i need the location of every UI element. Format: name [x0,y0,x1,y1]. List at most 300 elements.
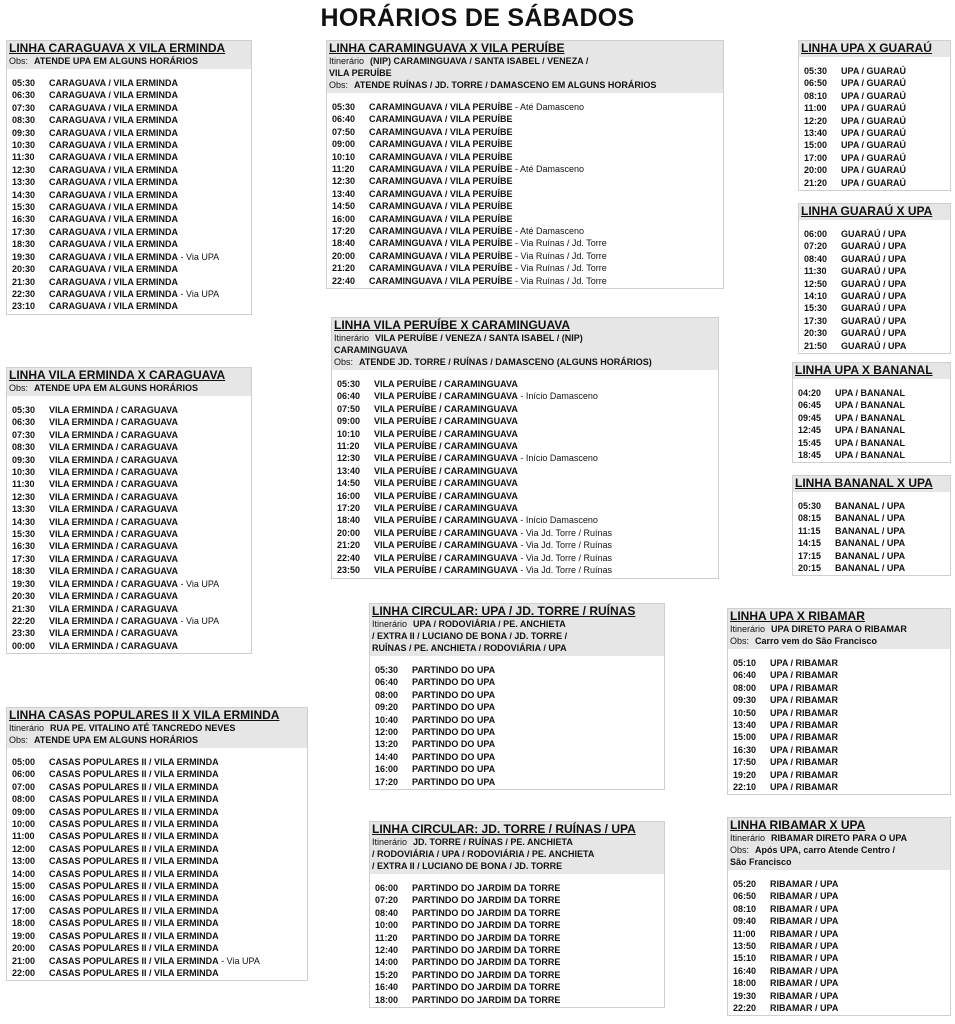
departure-time: 05:00 [12,757,36,767]
departure-time: 12:30 [337,453,361,464]
schedule-row [12,102,248,114]
route-destination: CARAGUAVA / VILA ERMINDA [49,226,178,237]
schedule-row [733,719,947,731]
schedule-row [733,890,947,902]
route-destination: PARTINDO DO JARDIM DA TORRE [412,994,561,1005]
schedule-row [12,868,304,880]
schedule-row [12,830,304,842]
route-destination: PARTINDO DO UPA [412,665,496,675]
schedule-row [798,412,947,424]
schedule-row [332,126,720,138]
schedule-caraguava-vila-erminda [6,40,252,315]
route-destination: UPA / GUARAÚ [841,177,906,188]
schedule-rows [332,370,718,578]
departure-time: 09:20 [375,702,399,713]
schedule-row [804,115,947,127]
departure-time: 08:15 [798,513,822,524]
departure-time: 22:20 [733,1003,757,1014]
route-destination: VILA ERMINDA / CARAGUAVA [49,615,178,626]
schedule-rows [793,492,950,575]
page-title: HORÁRIOS DE SÁBADOS [320,4,635,32]
schedule-row [12,276,248,288]
route-destination: VILA ERMINDA / CARAGUAVA [49,504,178,515]
departure-time: 20:30 [12,591,36,602]
route-destination: CARAMINGUAVA / VILA PERUÍBE [369,151,513,162]
line-meta [9,55,248,67]
route-destination: VILA ERMINDA / CARAGUAVA [49,405,178,415]
departure-time: 13:40 [332,188,356,199]
schedule-row [12,491,248,503]
route-destination: CARAMINGUAVA / VILA PERUÍBE [369,188,513,199]
departure-time: 14:40 [375,751,399,762]
schedule-row [12,640,248,652]
route-note: - Via Ruínas / Jd. Torre [512,238,607,249]
schedule-row [332,262,720,274]
departure-time: 00:00 [12,640,36,651]
route-destination: PARTINDO DO JARDIM DA TORRE [412,895,561,906]
departure-time: 16:00 [375,764,399,775]
schedule-row [12,89,248,101]
schedule-row [798,399,947,411]
schedule-row [12,806,304,818]
route-destination: BANANAL / UPA [835,513,906,524]
route-note: - Início Damasceno [517,515,598,526]
route-destination: VILA PERUÍBE / CARAMINGUAVA [374,428,518,439]
schedule-row [798,537,947,549]
schedule-row [332,213,720,225]
departure-time: 11:30 [12,152,35,163]
departure-time: 05:30 [804,66,828,76]
departure-time: 06:50 [804,78,828,89]
schedule-row [375,956,661,968]
schedule-rows [7,69,251,314]
departure-time: 14:00 [12,868,36,879]
schedule-row [337,403,715,415]
schedule-row [804,340,947,352]
departure-time: 14:30 [12,516,36,527]
schedule-row [733,903,947,915]
route-note: - Via UPA [178,251,220,262]
route-destination: VILA ERMINDA / CARAGUAVA [49,553,178,564]
route-destination: VILA ERMINDA / CARAGUAVA [49,640,178,651]
route-destination: RIBAMAR / UPA [770,953,839,964]
departure-time: 19:30 [12,578,36,589]
schedule-row [375,701,661,713]
route-destination: VILA ERMINDA / CARAGUAVA [49,417,178,428]
schedule-row [733,731,947,743]
schedule-header [799,204,950,220]
route-destination: GUARAÚ / UPA [841,303,907,314]
schedule-row [375,944,661,956]
departure-time: 18:00 [733,978,757,989]
schedule-row [12,201,248,213]
route-destination: VILA PERUÍBE / CARAMINGUAVA [374,540,518,551]
departure-time: 06:40 [375,677,399,688]
schedule-row [804,139,947,151]
departure-time: 06:30 [12,417,36,428]
route-destination: CARAMINGUAVA / VILA PERUÍBE [369,114,513,125]
departure-time: 09:45 [798,412,822,423]
meta-text: ATENDE UPA EM ALGUNS HORÁRIOS [34,735,199,745]
schedule-row [12,565,248,577]
departure-time: 12:50 [804,278,828,289]
departure-time: 07:50 [332,126,356,137]
line-meta [372,860,661,872]
route-destination: CASAS POPULARES II / VILA ERMINDA [49,831,219,842]
schedule-row [332,225,720,237]
departure-time: 05:10 [733,658,757,668]
route-destination: RIBAMAR / UPA [770,928,839,939]
route-destination: PARTINDO DO JARDIM DA TORRE [412,883,561,893]
departure-time: 10:50 [733,707,757,718]
route-note: - Via Jd. Torre / Ruínas [517,527,613,538]
departure-time: 06:45 [798,400,822,411]
route-destination: UPA / RIBAMAR [770,682,838,693]
schedule-row [337,378,715,390]
meta-text: Carro vem do São Francisco [755,636,878,646]
departure-time: 18:40 [337,515,361,526]
schedule-rows [793,379,950,462]
meta-label: Obs: [9,735,29,745]
schedule-row [337,390,715,402]
schedule-row [733,707,947,719]
meta-text: ATENDE UPA EM ALGUNS HORÁRIOS [34,383,199,393]
departure-time: 07:30 [12,102,36,113]
departure-time: 08:00 [375,689,399,700]
schedule-row [12,114,248,126]
line-meta [334,332,715,344]
schedule-row [332,275,720,287]
route-destination: UPA / BANANAL [835,437,905,448]
schedule-row [12,843,304,855]
line-title: LINHA CARAGUAVA X VILA ERMINDA [9,41,226,55]
route-destination: GUARAÚ / UPA [841,278,907,289]
departure-time: 05:30 [375,665,399,675]
schedule-vila-peruibe-caraminguava [331,317,719,579]
schedule-row [332,188,720,200]
schedule-row [798,512,947,524]
departure-time: 12:40 [375,945,399,956]
line-title: LINHA VILA PERUÍBE X CARAMINGUAVA [334,318,571,332]
departure-time: 15:30 [12,529,36,540]
departure-time: 09:40 [733,916,757,927]
schedule-row [733,928,947,940]
schedule-header [7,708,307,748]
schedule-row [375,907,661,919]
schedule-row [804,302,947,314]
meta-label: Obs: [730,845,750,855]
route-destination: VILA ERMINDA / CARAGUAVA [49,541,178,552]
schedule-row [12,967,304,979]
schedule-row [12,416,248,428]
route-note: - Via UPA [178,615,220,626]
route-destination: CARAGUAVA / VILA ERMINDA [49,288,178,299]
route-destination: VILA ERMINDA / CARAGUAVA [49,516,178,527]
schedule-row [12,590,248,602]
meta-text: RIBAMAR DIRETO PARA O UPA [771,833,908,843]
route-destination: GUARAÚ / UPA [841,241,907,252]
route-destination: CASAS POPULARES II / VILA ERMINDA [49,905,219,916]
departure-time: 14:10 [804,291,828,302]
departure-time: 08:00 [12,794,36,805]
route-destination: VILA ERMINDA / CARAGUAVA [49,566,178,577]
route-destination: VILA ERMINDA / CARAGUAVA [49,491,178,502]
route-destination: PARTINDO DO UPA [412,689,496,700]
route-destination: CARAMINGUAVA / VILA PERUÍBE [369,102,513,112]
departure-time: 23:30 [12,628,36,639]
schedule-row [733,990,947,1002]
route-destination: RIBAMAR / UPA [770,903,839,914]
route-destination: VILA PERUÍBE / CARAMINGUAVA [374,416,518,427]
meta-label: Itinerário [730,833,766,843]
route-destination: VILA PERUÍBE / CARAMINGUAVA [374,391,518,402]
route-destination: PARTINDO DO JARDIM DA TORRE [412,920,561,931]
schedule-row [332,175,720,187]
departure-time: 12:00 [375,727,399,738]
route-destination: GUARAÚ / UPA [841,291,907,302]
route-destination: UPA / RIBAMAR [770,744,838,755]
route-destination: CASAS POPULARES II / VILA ERMINDA [49,757,219,767]
departure-time: 08:40 [375,907,399,918]
meta-text: / EXTRA II / LUCIANO DE BONA / JD. TORRE / [372,631,568,641]
line-title: LINHA CIRCULAR: JD. TORRE / RUÍNAS / UPA [372,822,636,836]
route-destination: CASAS POPULARES II / VILA ERMINDA [49,930,219,941]
schedule-row [12,553,248,565]
departure-time: 09:30 [733,695,757,706]
schedule-row [733,756,947,768]
schedule-row [12,930,304,942]
meta-label: Itinerário [9,723,45,733]
departure-time: 13:30 [12,177,36,188]
schedule-header [327,41,723,93]
schedule-row [375,676,661,688]
route-destination: UPA / BANANAL [835,450,905,461]
route-destination: PARTINDO DO JARDIM DA TORRE [412,957,561,968]
departure-time: 13:00 [12,856,36,867]
departure-time: 09:30 [12,454,36,465]
line-meta [9,722,304,734]
route-destination: VILA PERUÍBE / CARAMINGUAVA [374,565,518,576]
schedule-row [12,404,248,416]
schedule-row [375,969,661,981]
route-destination: UPA / GUARAÚ [841,103,906,114]
line-title: LINHA BANANAL X UPA [795,476,933,490]
route-destination: PARTINDO DO UPA [412,714,496,725]
schedule-guarau-upa [798,203,951,354]
schedule-row [798,424,947,436]
schedule-row [12,127,248,139]
route-destination: CASAS POPULARES II / VILA ERMINDA [49,955,219,966]
schedule-row [375,776,661,788]
departure-time: 06:40 [733,670,757,681]
schedule-rows [728,870,950,1015]
schedule-row [798,437,947,449]
route-destination: PARTINDO DO UPA [412,702,496,713]
departure-time: 13:40 [337,465,361,476]
departure-time: 15:20 [375,969,399,980]
line-meta [372,836,661,848]
departure-time: 10:30 [12,467,36,478]
departure-time: 08:10 [733,903,757,914]
schedule-row [337,428,715,440]
schedule-header [728,818,950,870]
route-destination: CARAMINGUAVA / VILA PERUÍBE [369,275,513,286]
schedule-rows [799,220,950,353]
route-destination: GUARAÚ / UPA [841,340,907,351]
schedule-row [12,503,248,515]
schedule-row [337,440,715,452]
route-note: - Via Ruínas / Jd. Torre [512,250,607,261]
schedule-row [798,387,947,399]
schedule-row [337,527,715,539]
schedule-row [12,454,248,466]
departure-time: 19:30 [733,990,757,1001]
departure-time: 06:00 [375,883,399,893]
schedule-rows [327,93,723,288]
meta-label: Itinerário [329,56,365,66]
schedule-row [804,152,947,164]
schedule-header [728,609,950,649]
schedule-header [332,318,718,370]
meta-label: Obs: [329,80,349,90]
route-destination: CASAS POPULARES II / VILA ERMINDA [49,967,219,978]
departure-time: 19:00 [12,930,36,941]
meta-text: São Francisco [730,857,792,867]
route-destination: BANANAL / UPA [835,563,906,574]
schedule-row [12,151,248,163]
schedule-row [337,490,715,502]
schedule-row [12,540,248,552]
schedule-row [12,603,248,615]
route-destination: PARTINDO DO JARDIM DA TORRE [412,982,561,993]
departure-time: 11:00 [12,831,35,842]
schedule-header [793,363,950,379]
route-destination: RIBAMAR / UPA [770,879,839,889]
schedule-row [733,657,947,669]
meta-text: ATENDE JD. TORRE / RUÍNAS / DAMASCENO (ALGUNS HORÁRIOS) [359,357,652,367]
schedule-row [337,465,715,477]
schedule-row [375,751,661,763]
route-destination: CASAS POPULARES II / VILA ERMINDA [49,856,219,867]
route-destination: PARTINDO DO UPA [412,776,496,787]
departure-time: 22:10 [733,782,757,793]
schedule-row [12,955,304,967]
route-destination: VILA PERUÍBE / CARAMINGUAVA [374,478,518,489]
departure-time: 09:00 [12,806,36,817]
route-destination: CARAGUAVA / VILA ERMINDA [49,189,178,200]
meta-label: Itinerário [334,333,370,343]
route-destination: VILA PERUÍBE / CARAMINGUAVA [374,441,518,452]
route-note: - Até Damasceno [512,102,585,112]
route-destination: UPA / BANANAL [835,425,905,436]
route-destination: CARAMINGUAVA / VILA PERUÍBE [369,126,513,137]
schedule-row [804,327,947,339]
route-destination: VILA ERMINDA / CARAGUAVA [49,591,178,602]
schedule-row [804,127,947,139]
route-destination: CARAGUAVA / VILA ERMINDA [49,276,178,287]
meta-label: Itinerário [730,624,766,634]
departure-time: 05:20 [733,879,757,889]
route-destination: CARAGUAVA / VILA ERMINDA [49,202,178,213]
schedule-row [375,689,661,701]
departure-time: 08:00 [733,682,757,693]
schedule-row [804,240,947,252]
schedule-row [733,940,947,952]
schedule-row [733,769,947,781]
departure-time: 22:40 [332,275,356,286]
meta-text: VILA PERUÍBE [329,68,392,78]
route-destination: CARAGUAVA / VILA ERMINDA [49,115,178,126]
route-destination: PARTINDO DO UPA [412,764,496,775]
schedule-row [12,164,248,176]
schedule-row [12,768,304,780]
route-destination: UPA / RIBAMAR [770,782,838,793]
route-destination: CARAGUAVA / VILA ERMINDA [49,90,178,101]
schedule-row [12,139,248,151]
departure-time: 21:20 [337,540,361,551]
departure-time: 11:30 [12,479,35,490]
schedule-row [733,682,947,694]
schedule-rows [728,649,950,794]
departure-time: 17:20 [332,226,356,237]
departure-time: 16:30 [733,744,757,755]
schedule-row [337,552,715,564]
route-destination: CARAMINGUAVA / VILA PERUÍBE [369,263,513,274]
route-destination: UPA / BANANAL [835,400,905,411]
route-destination: CARAGUAVA / VILA ERMINDA [49,164,178,175]
line-meta [9,382,248,394]
route-destination: UPA / GUARAÚ [841,165,906,176]
schedule-row [733,694,947,706]
meta-text: ATENDE UPA EM ALGUNS HORÁRIOS [34,56,199,66]
schedule-row [375,714,661,726]
schedule-row [12,793,304,805]
departure-time: 08:30 [12,442,36,453]
route-destination: VILA ERMINDA / CARAGUAVA [49,529,178,540]
route-destination: CASAS POPULARES II / VILA ERMINDA [49,868,219,879]
route-destination: RIBAMAR / UPA [770,990,839,1001]
route-destination: RIBAMAR / UPA [770,965,839,976]
meta-text: JD. TORRE / RUÍNAS / PE. ANCHIETA [413,837,573,847]
schedule-row [12,478,248,490]
schedule-header [370,604,664,656]
route-destination: UPA / GUARAÚ [841,78,906,89]
schedule-row [804,290,947,302]
route-destination: CARAGUAVA / VILA ERMINDA [49,78,178,88]
route-destination: CARAMINGUAVA / VILA PERUÍBE [369,164,513,175]
departure-time: 11:00 [804,103,827,114]
route-destination: PARTINDO DO UPA [412,739,496,750]
schedule-row [337,477,715,489]
departure-time: 07:00 [12,781,36,792]
route-destination: VILA ERMINDA / CARAGUAVA [49,467,178,478]
departure-time: 16:00 [332,213,356,224]
route-destination: CASAS POPULARES II / VILA ERMINDA [49,781,219,792]
route-destination: UPA / RIBAMAR [770,732,838,743]
departure-time: 06:00 [12,769,36,780]
route-destination: UPA / GUARAÚ [841,152,906,163]
route-destination: UPA / RIBAMAR [770,695,838,706]
route-destination: RIBAMAR / UPA [770,1003,839,1014]
departure-time: 08:40 [804,253,828,264]
departure-time: 11:20 [337,441,360,452]
route-destination: VILA ERMINDA / CARAGUAVA [49,429,178,440]
line-meta [334,344,715,356]
meta-label: Itinerário [372,837,408,847]
departure-time: 16:40 [375,982,399,993]
route-destination: BANANAL / UPA [835,525,906,536]
schedule-header [799,41,950,57]
